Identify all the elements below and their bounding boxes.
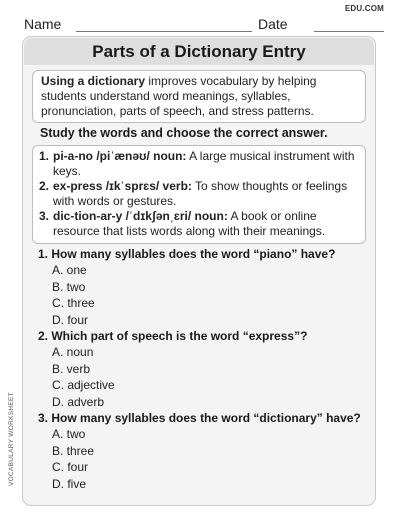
definition-number: 3. (39, 209, 50, 223)
answer-option[interactable]: C. three (52, 296, 95, 310)
answer-option[interactable]: A. one (52, 263, 87, 277)
definition-term: dic-tion-ar-y /ˈdɪkʃənˌɛri/ noun: (53, 209, 228, 223)
intro-text: improves vocabulary by helping students understand word meanings, syllables, pronunciation, parts of speech, and stress patterns. (41, 74, 317, 118)
answer-option[interactable]: A. noun (52, 345, 94, 359)
name-label: Name (24, 16, 62, 32)
definition-meaning: A large musical instrument with keys. (53, 149, 355, 178)
definition-number: 2. (39, 179, 50, 193)
definition-item (39, 179, 359, 209)
side-label: VOCABULARY WORKSHEET (8, 392, 15, 486)
answer-option[interactable]: C. four (52, 460, 89, 474)
definition-item (39, 149, 359, 179)
definitions-box (32, 145, 366, 244)
intro-bold: Using a dictionary (41, 74, 146, 88)
answer-option[interactable]: D. five (52, 476, 87, 491)
date-line (314, 31, 384, 32)
definition-meaning: To show thoughts or feelings with words or gestures. (53, 179, 348, 208)
answer-option[interactable]: B. two (52, 279, 86, 294)
definition-term: ex-press /ɪkˈsprɛs/ verb: (53, 179, 192, 193)
page-title: Parts of a Dictionary Entry (24, 38, 374, 65)
worksheet-header (24, 14, 384, 34)
answer-option[interactable]: B. verb (52, 361, 91, 376)
question-text: 1. How many syllables does the word “piano” have? (38, 247, 336, 261)
answer-option[interactable]: D. adverb (52, 394, 105, 409)
definition-item (39, 209, 359, 239)
intro-box (32, 70, 366, 123)
answer-option[interactable]: B. three (52, 443, 95, 458)
definition-meaning: A book or online resource that lists words along with their meanings. (53, 209, 326, 238)
answer-option[interactable]: D. four (52, 312, 89, 327)
name-line (76, 31, 252, 32)
answer-option[interactable]: A. two (52, 427, 86, 441)
question-list (38, 246, 368, 492)
definition-number: 1. (39, 149, 50, 163)
answer-option[interactable]: C. adjective (52, 378, 115, 392)
brand-logo: EDU.COM (344, 4, 384, 13)
date-label: Date (258, 16, 288, 32)
question-text: 2. Which part of speech is the word “express”? (38, 329, 308, 343)
instruction-text: Study the words and choose the correct answer. (40, 126, 328, 140)
definition-term: pi-a-no /piˈænəʊ/ noun: (53, 149, 187, 163)
question-text: 3. How many syllables does the word “dictionary” have? (38, 411, 361, 425)
